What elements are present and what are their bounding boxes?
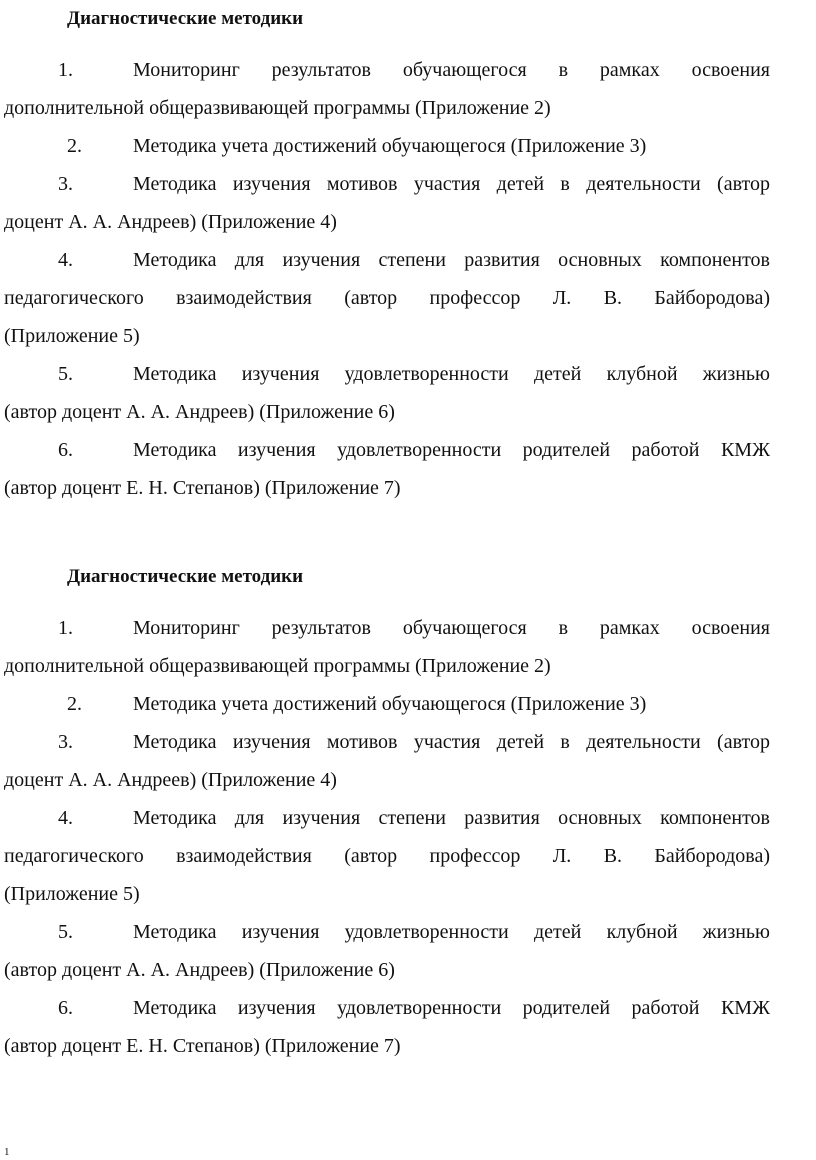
item-first-line [0, 799, 816, 837]
item-number: 6. [58, 439, 73, 461]
item-text: Методика изучения удовлетворенности родителей работой КМЖ [133, 997, 770, 1019]
item-first-line [0, 165, 816, 203]
list-item [0, 241, 816, 355]
list-item [0, 165, 816, 241]
item-text: Методика изучения мотивов участия детей в деятельности (автор [133, 173, 770, 195]
footnote-mark: 1 [4, 1146, 10, 1158]
item-number: 5. [58, 363, 73, 385]
item-continuation-line: дополнительной общеразвивающей программы (Приложение 2) [4, 97, 551, 119]
list-item [0, 723, 816, 799]
item-number: 6. [58, 997, 73, 1019]
item-number: 1. [58, 59, 73, 81]
item-first-line [0, 355, 816, 393]
item-first-line [0, 609, 816, 647]
item-text: Методика изучения удовлетворенности родителей работой КМЖ [133, 439, 770, 461]
item-continuation-line: (Приложение 5) [4, 883, 140, 905]
list-item [0, 799, 816, 913]
item-continuation-line: (автор доцент А. А. Андреев) (Приложение 6) [4, 959, 395, 981]
item-number: 4. [58, 807, 73, 829]
item-text: Методика для изучения степени развития основных компонентов [133, 807, 770, 829]
item-continuation-line: (автор доцент Е. Н. Степанов) (Приложение 7) [4, 477, 401, 499]
item-text: Методика изучения удовлетворенности детей клубной жизнью [133, 921, 770, 943]
methods-section-1 [0, 8, 816, 507]
item-text: Методика изучения мотивов участия детей в деятельности (автор [133, 731, 770, 753]
item-text: Мониторинг результатов обучающегося в рамках освоения [133, 617, 770, 639]
item-continuation-line: доцент А. А. Андреев) (Приложение 4) [4, 769, 337, 791]
item-continuation-line: доцент А. А. Андреев) (Приложение 4) [4, 211, 337, 233]
item-number: 1. [58, 617, 73, 639]
methods-section-2 [0, 566, 816, 1065]
section-heading: Диагностические методики [67, 566, 304, 587]
item-continuation-line: (автор доцент Е. Н. Степанов) (Приложение 7) [4, 1035, 401, 1057]
item-number: 2. [67, 135, 82, 157]
item-first-line [0, 241, 816, 279]
item-text: Методика учета достижений обучающегося (Приложение 3) [133, 693, 647, 715]
item-first-line [0, 723, 816, 761]
item-first-line [0, 127, 816, 165]
list-item [0, 51, 816, 127]
list-item [0, 431, 816, 507]
item-number: 3. [58, 173, 73, 195]
list-item [0, 913, 816, 989]
item-continuation-line: (Приложение 5) [4, 325, 140, 347]
item-number: 5. [58, 921, 73, 943]
item-continuation-line: педагогического взаимодействия (автор профессор Л. В. Байбородова) [4, 287, 770, 309]
list-item [0, 355, 816, 431]
methods-list [0, 609, 816, 1065]
item-first-line [0, 51, 816, 89]
item-number: 4. [58, 249, 73, 271]
item-number: 2. [67, 693, 82, 715]
item-first-line [0, 913, 816, 951]
item-continuation-line: дополнительной общеразвивающей программы (Приложение 2) [4, 655, 551, 677]
item-text: Методика для изучения степени развития основных компонентов [133, 249, 770, 271]
list-item [0, 685, 816, 723]
item-first-line [0, 431, 816, 469]
list-item [0, 127, 816, 165]
item-first-line [0, 685, 816, 723]
list-item [0, 989, 816, 1065]
item-first-line [0, 989, 816, 1027]
item-text: Мониторинг результатов обучающегося в рамках освоения [133, 59, 770, 81]
methods-list [0, 51, 816, 507]
item-continuation-line: педагогического взаимодействия (автор профессор Л. В. Байбородова) [4, 845, 770, 867]
item-continuation-line: (автор доцент А. А. Андреев) (Приложение 6) [4, 401, 395, 423]
item-text: Методика изучения удовлетворенности детей клубной жизнью [133, 363, 770, 385]
list-item [0, 609, 816, 685]
section-heading: Диагностические методики [67, 8, 304, 29]
item-text: Методика учета достижений обучающегося (Приложение 3) [133, 135, 647, 157]
item-number: 3. [58, 731, 73, 753]
